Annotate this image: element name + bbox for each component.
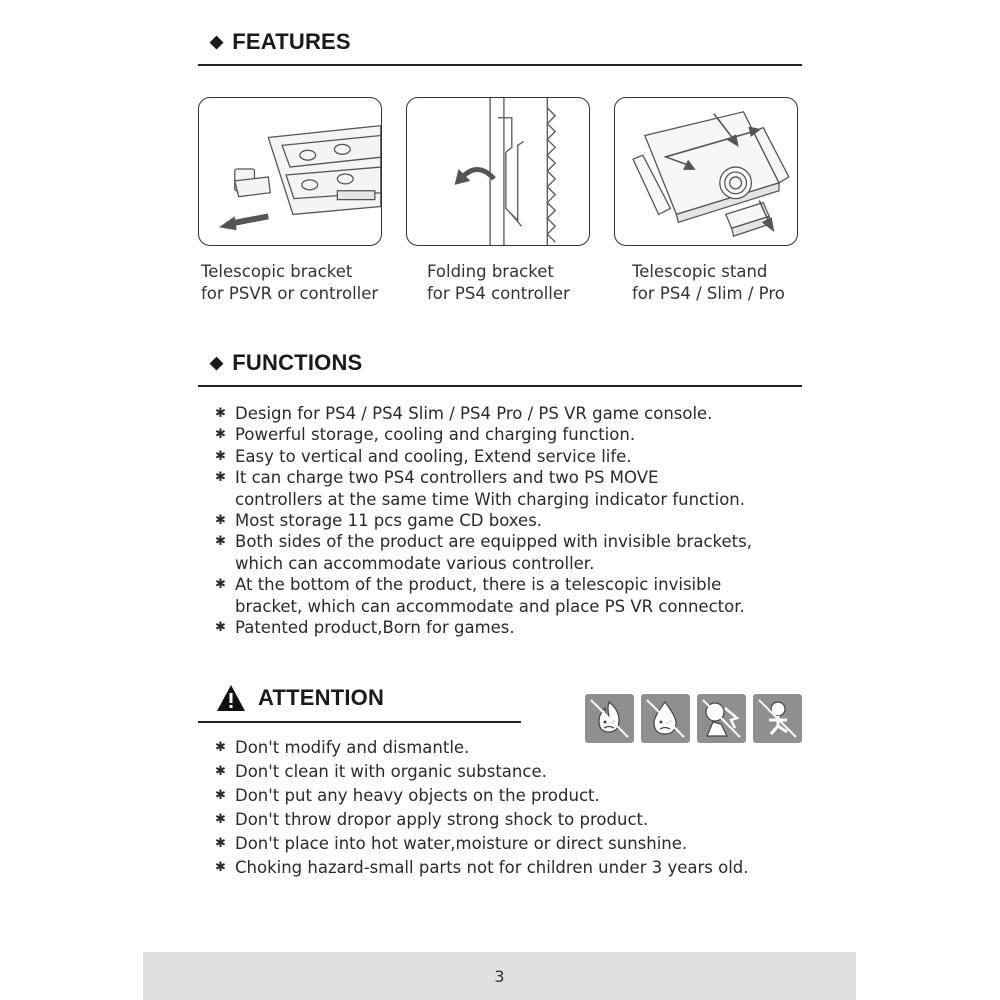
attention-list (215, 736, 749, 879)
features-heading-text: FEATURES (232, 29, 351, 54)
telescopic-stand-illustration (614, 97, 798, 246)
telescopic-bracket-illustration (198, 97, 382, 246)
page-number: 3 (494, 966, 505, 986)
asterisk-bullet-icon: ✱ (215, 470, 226, 486)
asterisk-bullet-icon: ✱ (215, 811, 226, 827)
diamond-bullet-icon: ◆ (210, 32, 224, 51)
list-item-continuation: bracket, which can accommodate and place PS VR connector. (235, 596, 745, 616)
list-item: ✱ Don't modify and dismantle. (215, 736, 749, 760)
asterisk-bullet-icon: ✱ (215, 763, 226, 779)
list-item-continuation: controllers at the same time With charging indicator function. (235, 489, 746, 509)
asterisk-bullet-icon: ✱ (215, 787, 226, 803)
functions-divider (198, 385, 802, 387)
features-heading (210, 29, 351, 55)
asterisk-bullet-icon: ✱ (215, 859, 226, 875)
telescopic-stand-icon (615, 98, 797, 245)
functions-list (215, 403, 752, 638)
telescopic-bracket-icon (199, 98, 381, 245)
feature-caption-3: Telescopic stand for PS4 / Slim / Pro (632, 262, 785, 303)
list-item: ✱ Choking hazard-small parts not for children under 3 years old. (215, 856, 749, 880)
asterisk-bullet-icon: ✱ (215, 406, 226, 421)
asterisk-bullet-icon: ✱ (215, 740, 226, 755)
attention-heading (216, 684, 384, 712)
asterisk-bullet-icon: ✱ (215, 577, 226, 593)
asterisk-bullet-icon: ✱ (215, 427, 226, 443)
warning-triangle-icon (216, 684, 246, 712)
asterisk-bullet-icon: ✱ (215, 534, 226, 550)
list-item: ✱ Patented product,Born for games. (215, 618, 515, 638)
list-item: ✱ Design for PS4 / PS4 Slim / PS4 Pro / PS VR game console. (215, 404, 713, 423)
list-item: ✱ Don't put any heavy objects on the product. (215, 784, 749, 808)
list-item: ✱ Don't clean it with organic substance. (215, 760, 749, 784)
asterisk-bullet-icon: ✱ (215, 448, 226, 464)
no-children-icon (753, 694, 802, 743)
list-item: ✱ Most storage 11 pcs game CD boxes. (215, 511, 543, 531)
functions-heading (210, 350, 362, 376)
diamond-bullet-icon: ◆ (210, 353, 224, 372)
list-item: ✱ Powerful storage, cooling and charging function. (215, 425, 636, 445)
list-item: ✱ Don't throw dropor apply strong shock to product. (215, 808, 749, 832)
folding-bracket-icon (407, 98, 589, 245)
feature-caption-1: Telescopic bracket for PSVR or controller (201, 262, 379, 303)
asterisk-bullet-icon: ✱ (215, 835, 226, 851)
functions-heading-text: FUNCTIONS (232, 350, 363, 375)
asterisk-bullet-icon: ✱ (215, 620, 226, 636)
list-item: ✱ Both sides of the product are equipped with invisible brackets, (215, 532, 752, 552)
list-item: ✱ It can charge two PS4 controllers and two PS MOVE (215, 468, 659, 488)
list-item-continuation: which can accommodate various controller. (235, 553, 595, 573)
asterisk-bullet-icon: ✱ (215, 513, 226, 529)
feature-caption-2: Folding bracket for PS4 controller (427, 262, 570, 303)
list-item: ✱ Don't place into hot water,moisture or direct sunshine. (215, 832, 749, 856)
list-item: ✱ Easy to vertical and cooling, Extend service life. (215, 446, 632, 466)
page-footer (143, 952, 856, 1000)
folding-bracket-illustration (406, 97, 590, 246)
attention-divider (198, 721, 521, 723)
features-divider (198, 64, 802, 66)
attention-heading-text: ATTENTION (258, 685, 385, 710)
list-item: ✱ At the bottom of the product, there is a telescopic invisible (215, 575, 722, 595)
